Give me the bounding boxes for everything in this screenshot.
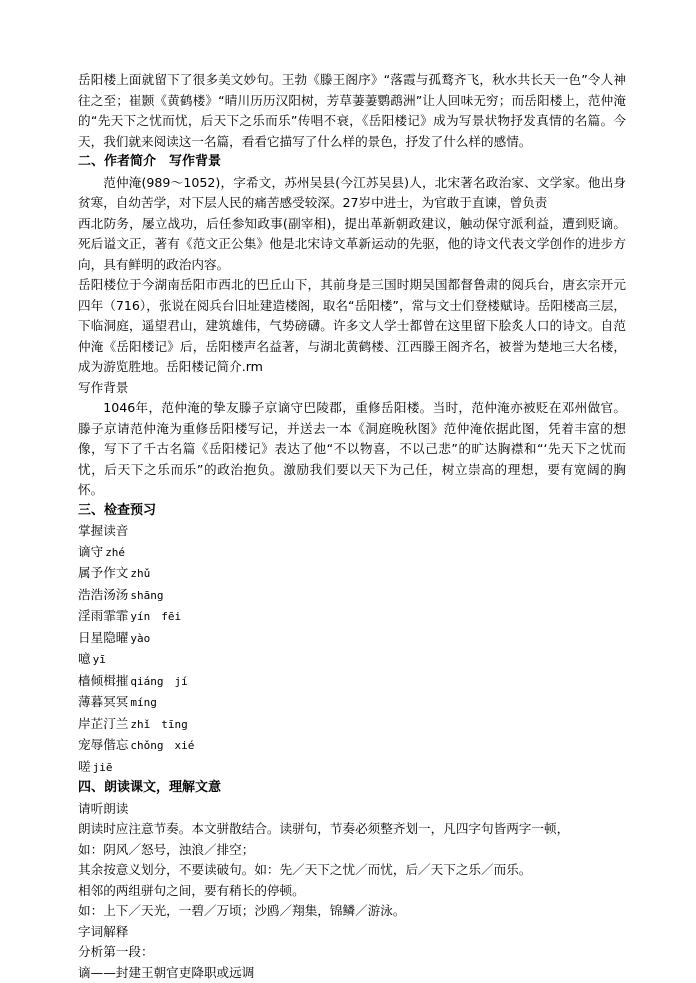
pronunciation-item bbox=[78, 585, 626, 607]
word: 宠辱偕忘 bbox=[78, 737, 129, 752]
pinyin: yào bbox=[130, 631, 151, 645]
reading-line-rhythm: 朗读时应注意节奏。本文骈散结合。读骈句，节奏必须整齐划一，凡四字句皆两字一顿， bbox=[78, 821, 570, 836]
pronunciation-item bbox=[78, 649, 626, 671]
paragraph-one-title: 分析第一段： bbox=[78, 944, 154, 959]
reading-line-example-2: 如：上下／天光，一碧／万顷；沙鸥／翔集，锦鳞／游泳。 bbox=[78, 903, 406, 918]
reading-line-pause: 相邻的两组骈句之间，要有稍长的停顿。 bbox=[78, 882, 305, 898]
section-heading-author: 二、作者简介 写作背景 bbox=[78, 154, 222, 169]
word: 谪守 bbox=[78, 543, 104, 559]
pinyin: zhé bbox=[105, 545, 126, 559]
pronunciation-item bbox=[78, 606, 626, 628]
vocabulary-entry: 谪——封建王朝官吏降职或远调 bbox=[78, 964, 255, 980]
pronunciation-item bbox=[78, 628, 626, 650]
pronunciation-item bbox=[78, 757, 626, 779]
pronunciation-subtitle: 掌握读音 bbox=[78, 523, 129, 538]
word: 嗟 bbox=[78, 758, 91, 774]
pronunciation-item bbox=[78, 542, 626, 564]
word: 淫雨霏霏 bbox=[78, 608, 129, 623]
pinyin: jiē bbox=[92, 760, 113, 774]
pinyin: yín fēi bbox=[130, 610, 182, 623]
background-title: 写作背景 bbox=[78, 379, 129, 395]
author-paragraph-1: 范仲淹(989～1052)，字希文，苏州吴县(今江苏吴县)人，北宋著名政治家、文学家。他出身贫寒，自幼苦学，对下层人民的痛苦感受较深。27岁中进士，为官敢于直谏，曾负责 bbox=[78, 174, 626, 210]
word: 噫 bbox=[78, 651, 91, 666]
pinyin: míng bbox=[130, 696, 157, 709]
pinyin: zhǔ bbox=[130, 567, 151, 580]
pronunciation-item bbox=[78, 692, 626, 714]
pronunciation-item bbox=[78, 735, 626, 757]
word: 樯倾楫摧 bbox=[78, 672, 129, 688]
section-heading-preview: 三、检查预习 bbox=[78, 502, 157, 518]
word: 浩浩汤汤 bbox=[78, 586, 129, 602]
reading-line-example-1: 如：阴风／怒号，浊浪／排空； bbox=[78, 841, 255, 857]
pinyin: zhǐ tīng bbox=[130, 717, 188, 731]
word: 岸芷汀兰 bbox=[78, 715, 129, 731]
document-page bbox=[78, 70, 626, 983]
word: 日星隐曜 bbox=[78, 629, 129, 645]
word: 属予作文 bbox=[78, 565, 129, 580]
reading-line-meaning: 其余按意义划分，不要读破句。如：先／天下之忧／而忧，后／天下之乐／而乐。 bbox=[78, 862, 532, 877]
background-paragraph: 1046年，范仲淹的挚友滕子京谪守巴陵郡，重修岳阳楼。当时，范仲淹亦被贬在邓州做官。滕子京请范仲淹为重修岳阳楼写记，并送去一本《洞庭晚秋图》范仲淹依据此图，凭着丰富的想像，写下了千古名篇《岳阳楼记》表达了他“不以物喜，不以己悲”的旷达胸襟和“‘先天下之忧而忧，后天下之乐而乐”的政治抱负。激励我们要以天下为己任，树立崇高的理想，要有宽阔的胸怀。 bbox=[78, 400, 626, 497]
section-heading-reading: 四、朗读课文，理解文意 bbox=[78, 780, 222, 795]
vocabulary-title: 字词解释 bbox=[78, 923, 129, 939]
pinyin: yī bbox=[92, 653, 106, 666]
pronunciation-item bbox=[78, 563, 626, 585]
pinyin: shāng bbox=[130, 588, 164, 602]
pinyin: qiáng jí bbox=[130, 674, 188, 688]
tower-paragraph: 岳阳楼位于今湖南岳阳市西北的巴丘山下，其前身是三国时期吴国都督鲁肃的阅兵台，唐玄宗开元四年（716），张说在阅兵台旧址建造楼阁，取名“岳阳楼”，常与文士们登楼赋诗。岳阳楼高三层，下临洞庭，遥望君山，建筑雄伟，气势磅礴。许多文人学士都曾在这里留下脍炙人口的诗文。自范仲淹《岳阳楼记》后，岳阳楼声名益著，与湖北黄鹤楼、江西滕王阁齐名，被誉为楚地三大名楼，成为游览胜地。岳阳楼记简介.rm bbox=[78, 277, 626, 374]
intro-paragraph: 岳阳楼上面就留下了很多美文妙句。王勃《滕王阁序》“落霞与孤鹜齐飞，秋水共长天一色”令人神往之至；崔颢《黄鹤楼》“晴川历历汉阳树，芳草萋萋鹦鹉洲”让人回味无穷；而岳阳楼上，范仲淹的“先天下之忧而忧，后天下之乐而乐”传唱不衰，《岳阳楼记》成为写景状物抒发真情的名篇。今天，我们就来阅读这一名篇，看看它描写了什么样的景色，抒发了什么样的感情。 bbox=[78, 72, 626, 149]
pronunciation-item bbox=[78, 671, 626, 693]
pronunciation-list bbox=[78, 542, 626, 779]
pinyin: chǒng xié bbox=[130, 739, 195, 752]
word: 薄暮冥冥 bbox=[78, 694, 129, 709]
author-paragraph-2: 西北防务，屡立战功，后任参知政事(副宰相)，提出革新朝政建议，触动保守派利益，遭到贬谪。死后谥文正，著有《范文正公集》他是北宋诗文革新运动的先驱，他的诗文代表文学创作的进步方向，具有鲜明的政治内容。 bbox=[78, 215, 626, 272]
reading-line-listen: 请听朗读 bbox=[78, 800, 129, 816]
pronunciation-item bbox=[78, 714, 626, 736]
